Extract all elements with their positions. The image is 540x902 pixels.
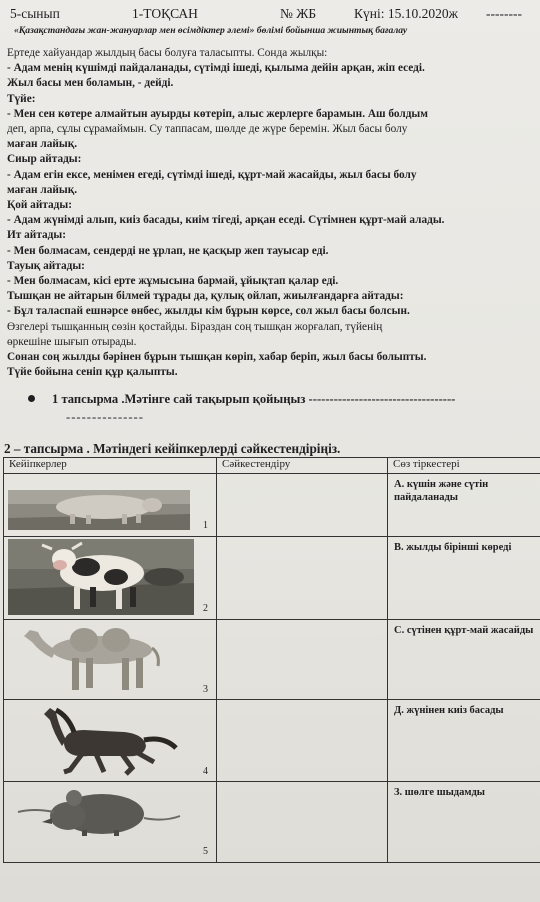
task-1-answer-line: ---------------: [66, 410, 144, 424]
row-number: 4: [203, 766, 208, 777]
phrase-text: З. шөлге шыдамды: [394, 787, 485, 798]
story-line: - Мен болмасам, кісі ерте жұмысына бармай, ұйықтап қалар еді.: [7, 275, 339, 288]
table-row: [4, 474, 540, 537]
matching-answer-cell[interactable]: [217, 620, 388, 700]
story-line: деп, арпа, сұлы сұрамаймын. Су таппасам, шөлде де жүре беремін. Жыл басы болу: [7, 123, 408, 136]
phrase-cell: [388, 782, 540, 863]
row-number: 1: [203, 520, 208, 531]
animal-cell: [4, 537, 217, 620]
table-row: [4, 537, 540, 620]
story-line: маған лайық.: [7, 183, 78, 196]
phrase-cell: [388, 620, 540, 700]
table-row: [4, 700, 540, 782]
phrase-cell: [388, 700, 540, 782]
horse-photo: [4, 700, 216, 780]
row-number: 5: [203, 846, 208, 857]
table-row: [4, 620, 540, 700]
matching-answer-cell[interactable]: [217, 474, 388, 537]
bullet-icon: [28, 395, 35, 402]
story-line: Қой айтады:: [7, 199, 72, 212]
animal-cell: [4, 700, 217, 782]
grade-label: 5-сынып: [10, 6, 60, 21]
section-subtitle: «Қазақстандағы жан-жануарлар мен өсімдіктер әлемі» бөлімі бойынша жиынтық бағалау: [14, 25, 408, 36]
story-line: - Бұл таласпай ешнәрсе өнбес, жылды кім бұрын көрсе, сол жыл басы болсын.: [7, 305, 410, 318]
worksheet-header: [8, 6, 532, 24]
task-2-title: 2 – тапсырма . Мәтіндегі кейіпкерлерді сәйкестендіріңіз.: [4, 441, 341, 456]
story-text: [7, 46, 527, 380]
story-line: - Мен сен көтере алмайтын ауырды көтеріп, алыс жерлерге барамын. Аш болдым: [7, 107, 428, 120]
story-line: Сиыр айтады:: [7, 153, 82, 166]
story-line: Тауық айтады:: [7, 259, 85, 272]
story-line: Тышқан не айтарын білмей тұрады да, қулық ойлап, жиылғандарға айтады:: [7, 290, 404, 303]
animal-cell: [4, 620, 217, 700]
phrase-text: С. сүтінен құрт-май жасайды: [394, 625, 534, 636]
story-line: Түйе бойына сеніп құр қалыпты.: [7, 366, 178, 379]
assessment-number: № ЖБ: [280, 6, 317, 21]
story-line: Өзгелері тышқанның сөзін қостайды. Біраздан соң тышқан жорғалап, түйенің: [7, 320, 383, 333]
story-line: өркешіне шығып отырады.: [7, 335, 137, 348]
story-line: Ит айтады:: [7, 229, 66, 242]
task-1-prompt: 1 тапсырма .Мәтінге сай тақырып қойыңыз -----------------------------------: [52, 392, 456, 406]
story-line: Түйе:: [7, 92, 36, 105]
pig-photo: [4, 474, 216, 534]
phrase-text: А. күшін және сүтін пайдаланады: [394, 479, 489, 503]
phrase-cell: [388, 537, 540, 620]
column-header-characters: Кейіпкерлер: [4, 458, 217, 474]
animal-cell: [4, 782, 217, 863]
story-line: Жыл басы мен боламын, - дейді.: [7, 77, 174, 90]
story-line: Сонан соң жылды бәрінен бұрын тышқан көріп, хабар беріп, жыл басы болыпты.: [7, 351, 427, 364]
cow-photo: [4, 537, 216, 617]
date-label: Күні: 15.10.2020ж: [354, 6, 458, 21]
story-line: Ертеде хайуандар жылдың басы болуға таласыпты. Сонда жылқы:: [7, 47, 328, 59]
matching-answer-cell[interactable]: [217, 782, 388, 863]
matching-answer-cell[interactable]: [217, 700, 388, 782]
matching-table: [3, 457, 540, 863]
table-row: [4, 782, 540, 863]
animal-cell: [4, 474, 217, 537]
camel-photo: [4, 620, 216, 698]
mouse-photo: [4, 782, 216, 860]
phrase-cell: [388, 474, 540, 537]
header-dashes: --------: [486, 6, 522, 21]
column-header-phrases: Сөз тіркестері: [388, 458, 540, 474]
story-line: маған лайық.: [7, 138, 78, 151]
story-line: - Адам жүнімді алып, киіз басады, киім тігеді, арқан еседі. Сүтімнен құрт-май алады.: [7, 214, 445, 227]
row-number: 3: [203, 684, 208, 695]
story-line: - Адам егін ексе, менімен егеді, сүтімді ішеді, құрт-май жасайды, жыл басы болу: [7, 168, 417, 181]
story-line: - Адам менің күшімді пайдаланады, сүтімді ішеді, қылыма дейін арқан, жіп еседі.: [7, 62, 425, 75]
column-header-matching: Сәйкестендіру: [217, 458, 388, 474]
quarter-label: 1-ТОҚСАН: [132, 6, 198, 21]
story-line: - Мен болмасам, сендерді не ұрлап, не қасқыр жеп тауысар еді.: [7, 244, 329, 257]
row-number: 2: [203, 603, 208, 614]
matching-answer-cell[interactable]: [217, 537, 388, 620]
phrase-text: В. жылды бірінші көреді: [394, 542, 512, 553]
phrase-text: Д. жүнінен киіз басады: [394, 705, 504, 716]
